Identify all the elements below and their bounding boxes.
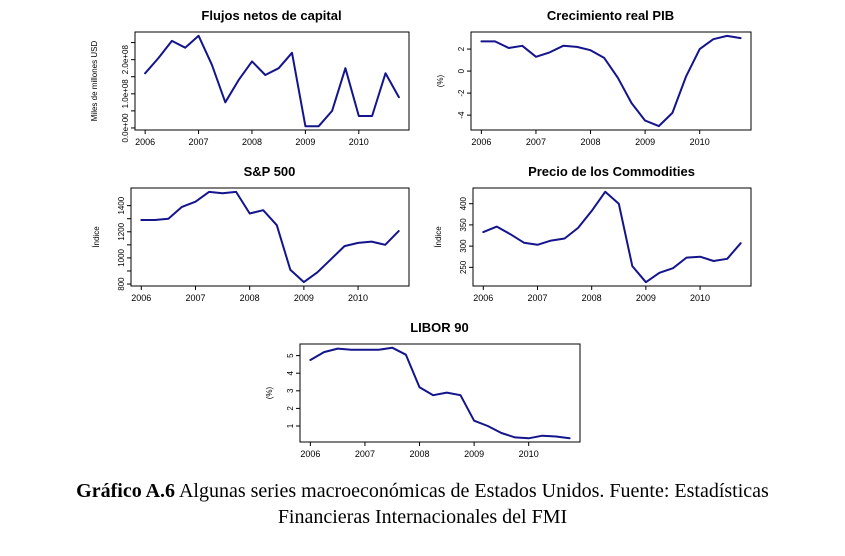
y-tick-label: 1.0e+08 (120, 79, 130, 109)
y-tick-label: 0.0e+00 (120, 113, 130, 143)
caption-line-1 (13, 478, 833, 504)
chart-title-pib: Crecimiento real PIB (546, 8, 675, 23)
x-tick-label: 2008 (581, 293, 602, 303)
x-tick-label: 2007 (184, 293, 206, 303)
y-axis-title: Miles de millones USD (89, 40, 99, 122)
y-tick-label: 5 (285, 353, 295, 358)
caption-line-2: Financieras Internacionales del FMI (277, 506, 568, 528)
x-tick-label: 2006 (130, 293, 151, 303)
y-tick-label: -2 (456, 89, 466, 97)
data-series-line (483, 192, 740, 282)
x-tick-label: 2006 (299, 449, 320, 459)
x-tick-label: 2009 (293, 293, 314, 303)
y-axis (459, 196, 473, 274)
x-tick-label: 2009 (634, 137, 655, 147)
chart-crecimiento-real-pib (429, 8, 759, 154)
plot-flujos-netos-de-capital (87, 26, 417, 154)
x-tick-label: 2007 (526, 293, 548, 303)
x-tick-label: 2010 (348, 137, 369, 147)
x-tick-label: 2007 (354, 449, 375, 459)
y-tick-label: 350 (458, 218, 468, 232)
y-tick-label: 300 (458, 239, 468, 253)
x-tick-label: 2006 (470, 137, 491, 147)
y-tick-label: -4 (456, 111, 466, 119)
caption-line1-text: Algunas series macroeconómicas de Estados Unidos. Fuente: Estadísticas (178, 480, 769, 502)
y-tick-label: 2 (456, 46, 466, 52)
y-axis (286, 353, 300, 428)
data-series-line (141, 192, 398, 282)
y-axis (121, 43, 135, 143)
chart-title-commodities: Precio de los Commodities (528, 164, 695, 179)
y-axis (457, 46, 471, 118)
x-tick-label: 2007 (188, 137, 209, 147)
x-axis (135, 130, 369, 147)
chart-row-3 (0, 320, 845, 466)
x-tick-label: 2009 (635, 293, 656, 303)
y-axis-title: (%) (435, 74, 445, 88)
plot-frame (131, 188, 409, 286)
chart-title-flujos: Flujos netos de capital (201, 8, 342, 23)
x-tick-label: 2009 (463, 449, 484, 459)
x-tick-label: 2009 (294, 137, 315, 147)
x-tick-label: 2007 (525, 137, 546, 147)
x-tick-label: 2010 (689, 293, 710, 303)
chart-flujos-netos-de-capital (87, 8, 417, 154)
chart-sp500 (87, 164, 417, 310)
x-tick-label: 2008 (409, 449, 430, 459)
x-tick-label: 2008 (239, 293, 260, 303)
x-axis (473, 286, 710, 303)
figure-caption (13, 478, 833, 530)
x-axis (131, 286, 368, 303)
x-tick-label: 2006 (472, 293, 493, 303)
plot-libor-90 (258, 338, 588, 466)
x-tick-label: 2006 (134, 137, 155, 147)
y-axis (117, 196, 131, 291)
y-tick-label: 0 (456, 68, 466, 74)
data-series-line (481, 36, 740, 126)
y-tick-label: 4 (285, 370, 295, 376)
y-tick-label: 800 (116, 277, 126, 291)
chart-row-1 (0, 8, 845, 154)
x-axis (471, 130, 709, 147)
plot-sp500 (87, 182, 417, 310)
y-axis-title: (%) (264, 386, 274, 400)
x-tick-label: 2010 (689, 137, 710, 147)
chart-precio-commodities (429, 164, 759, 310)
chart-title-sp500: S&P 500 (243, 164, 296, 179)
y-tick-label: 1000 (116, 249, 126, 267)
y-tick-label: 1 (285, 423, 295, 429)
chart-title-libor: LIBOR 90 (410, 320, 469, 335)
data-series-line (310, 348, 569, 439)
x-axis (300, 442, 538, 459)
y-tick-label: 1200 (116, 222, 126, 241)
x-tick-label: 2010 (518, 449, 539, 459)
y-tick-label: 3 (285, 388, 295, 394)
y-axis-title: Índice (91, 226, 101, 248)
plot-precio-commodities (429, 182, 759, 310)
y-tick-label: 2.0e+08 (120, 45, 130, 75)
x-tick-label: 2008 (580, 137, 601, 147)
x-tick-label: 2010 (347, 293, 368, 303)
x-tick-label: 2008 (241, 137, 262, 147)
caption-number: Gráfico A.6 (76, 480, 176, 502)
chart-row-2 (0, 164, 845, 310)
y-tick-label: 400 (458, 197, 468, 211)
chart-libor-90 (258, 320, 588, 466)
y-tick-label: 1400 (116, 196, 126, 215)
y-tick-label: 250 (458, 260, 468, 275)
y-axis-title: Índice (433, 226, 443, 248)
plot-crecimiento-real-pib (429, 26, 759, 154)
data-series-line (145, 36, 399, 126)
y-tick-label: 2 (285, 406, 295, 411)
